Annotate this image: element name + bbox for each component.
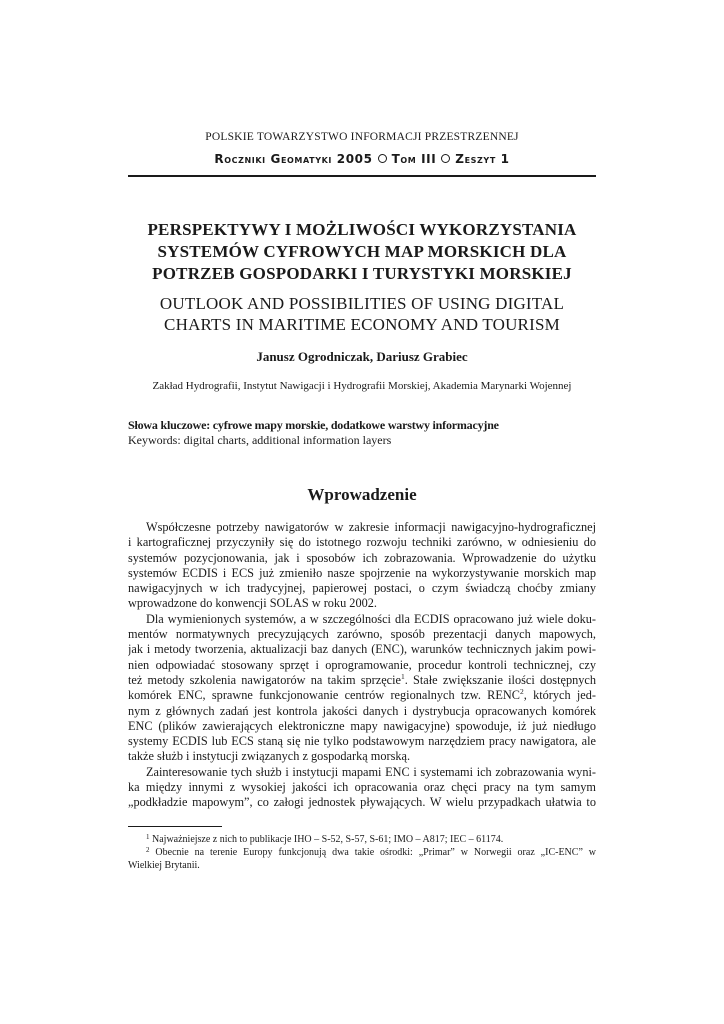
title-english-line: OUTLOOK AND POSSIBILITIES OF USING DIGITAL bbox=[159, 294, 565, 313]
title-polish-line: POTRZEB GOSPODARKI I TURYSTYKI MORSKIEJ bbox=[152, 264, 572, 283]
text-line: wprowadzone do konwencji SOLAS w roku 2002. bbox=[128, 596, 377, 611]
title-polish bbox=[128, 219, 596, 285]
text-line bbox=[128, 688, 596, 703]
separator-circle-icon bbox=[441, 154, 450, 163]
text-line: nien odpowiadać stosowany sprzęt i oprogramowanie, procedur kontroli technicznej, czy bbox=[128, 657, 596, 672]
text-line: „podkładzie mapowym”, co załogi jednostek pływających. W wielu przypadkach ułatwia to bbox=[128, 795, 596, 810]
body-text bbox=[128, 520, 596, 811]
text-line: ENC (plików zawierających elektroniczne mapy nawigacyjne) spowoduje, iż już niedługo bbox=[128, 718, 596, 733]
journal-name: Roczniki Geomatyki 2005 bbox=[214, 152, 373, 166]
header-rule bbox=[128, 175, 596, 177]
affiliation: Zakład Hydrografii, Instytut Nawigacji i Hydrografii Morskiej, Akademia Marynarki Wojennej bbox=[152, 380, 572, 392]
footnote-line bbox=[128, 833, 596, 846]
keywords-english: Keywords: digital charts, additional information layers bbox=[128, 433, 392, 447]
keywords-polish: Słowa kluczowe: cyfrowe mapy morskie, dodatkowe warstwy informacyjne bbox=[128, 418, 499, 432]
footnote-1 bbox=[128, 833, 596, 846]
volume: Tom III bbox=[391, 152, 437, 166]
footnote-mark: 1 bbox=[146, 833, 150, 841]
separator-circle-icon bbox=[378, 154, 387, 163]
text-line: Dla wymienionych systemów, a w szczególności dla ECDIS opracowano już wiele doku- bbox=[146, 611, 596, 626]
text-segment: . Stałe zwiększanie ilości dostępnych bbox=[404, 672, 596, 687]
text-line: systemów pozycjonowania, jak i sposobów ich zobrazowania. Wprowadzenie do użytku bbox=[128, 550, 596, 565]
footnote-line bbox=[128, 846, 596, 859]
footnote-text: Obecnie na terenie Europy funkcjonują dwa takie ośrodki: „Primar” w Norwegii oraz „IC-ENC” w bbox=[155, 847, 597, 858]
footnote-mark: 2 bbox=[146, 846, 150, 854]
society-name: POLSKIE TOWARZYSTWO INFORMACJI PRZESTRZENNEJ bbox=[205, 131, 519, 143]
text-segment: też metody szkolenia nawigatorów na takim sprzęcie bbox=[128, 672, 402, 687]
text-segment: komórek ENC, sprawne funkcjonowanie centrów regionalnych tzw. RENC bbox=[128, 688, 520, 703]
journal-info bbox=[128, 152, 596, 166]
footnote-2 bbox=[128, 846, 596, 872]
text-line: Współczesne potrzeby nawigatorów w zakresie informacji nawigacyjno-hydrograficznej bbox=[146, 520, 596, 534]
text-line: systemy ECDIS lub ECS staną się nie tylko podstawowym narzędziem pracy nawigatora, ale bbox=[128, 734, 596, 749]
footnote-ref-1[interactable]: 1 bbox=[401, 672, 405, 681]
section-title: Wprowadzenie bbox=[307, 485, 417, 504]
text-line: ka między innymi z wysokiej jakości ich opracowania oraz chęci pracy na tym samym bbox=[128, 780, 596, 795]
footnote-line: Wielkiej Brytanii. bbox=[128, 860, 200, 871]
text-line: także służb i instytucji związanych z gospodarką morską. bbox=[128, 749, 411, 764]
authors: Janusz Ogrodniczak, Dariusz Grabiec bbox=[256, 349, 468, 364]
keywords-block bbox=[128, 418, 596, 448]
footnote-text: Najważniejsze z nich to publikacje IHO – S-52, S-57, S-61; IMO – A817; IEC – 61174. bbox=[152, 834, 504, 845]
title-english bbox=[128, 293, 596, 335]
text-line: systemów ECDIS i ECS już zmieniło nasze spojrzenie na wykorzystywanie morskich map bbox=[128, 565, 596, 580]
text-line: nawigacyjnych w ich tradycyjnej, papierowej postaci, o czym świadczą choćby zmiany bbox=[128, 581, 596, 596]
issue: Zeszyt 1 bbox=[455, 152, 510, 166]
text-line bbox=[128, 673, 596, 688]
text-line: nym z głównych zadań jest kontrola jakości danych i dystrybucja opracowanych komórek bbox=[128, 703, 596, 718]
text-line: jak i metody tworzenia, aktualizacji baz danych (ENC), warunków technicznych jakim powi- bbox=[128, 642, 596, 657]
title-polish-line: PERSPEKTYWY I MOŻLIWOŚCI WYKORZYSTANIA bbox=[147, 220, 577, 239]
title-polish-line: SYSTEMÓW CYFROWYCH MAP MORSKICH DLA bbox=[157, 242, 567, 261]
text-line: mentów normatywnych precyzujących zarówno, sposób prezentacji danych mapowych, bbox=[128, 627, 596, 642]
text-line: i kartograficznej przyczyniły się do istotnego rozwoju techniki zarówno, w odniesieniu do bbox=[128, 535, 596, 550]
text-line: Zainteresowanie tych służb i instytucji mapami ENC i systemami ich zobrazowania wyni- bbox=[146, 764, 596, 779]
footnote-ref-2[interactable]: 2 bbox=[519, 688, 524, 697]
footnote-rule bbox=[128, 826, 222, 827]
text-segment: , których jed- bbox=[523, 688, 596, 703]
title-english-line: CHARTS IN MARITIME ECONOMY AND TOURISM bbox=[164, 315, 560, 334]
footnotes bbox=[128, 833, 596, 872]
